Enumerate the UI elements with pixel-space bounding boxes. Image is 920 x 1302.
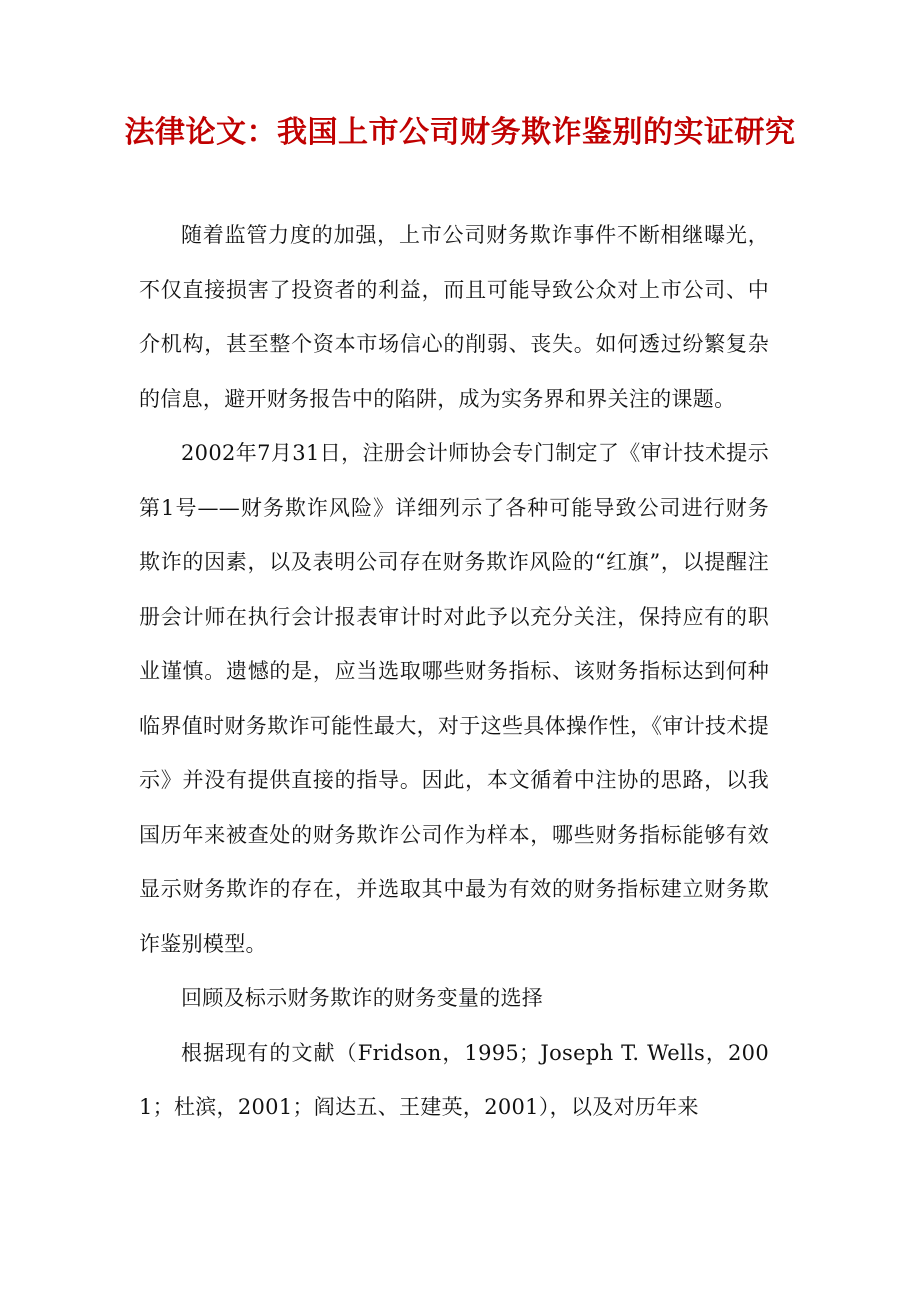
document-title: 法律论文：我国上市公司财务欺诈鉴别的实证研究 (124, 115, 796, 150)
paragraph-intro: 随着监管力度的加强，上市公司财务欺诈事件不断相继曝光，不仅直接损害了投资者的利益，而且可能导致公众对上市公司、中介机构，甚至整个资本市场信心的削弱、丧失。如何透过纷繁复杂的信息，避开财务报告中的陷阱，成为实务界和界关注的课题。 (139, 223, 769, 411)
document-body (139, 208, 769, 1135)
paragraph-audit-tip: 2002年7月31日，注册会计师协会专门制定了《审计技术提示第1号——财务欺诈风险》详细列示了各种可能导致公司进行财务欺诈的因素，以及表明公司存在财务欺诈风险的“红旗”，以提醒注册会计师在执行会计报表审计时对此予以充分关注，保持应有的职业谨慎。遗憾的是，应当选取哪些财务指标、该财务指标达到何种临界值时财务欺诈可能性最大，对于这些具体操作性，《审计技术提示》并没有提供直接的指导。因此，本文循着中注协的思路，以我国历年来被查处的财务欺诈公司作为样本，哪些财务指标能够有效显示财务欺诈的存在，并选取其中最为有效的财务指标建立财务欺诈鉴别模型。 (139, 441, 769, 956)
paragraph-literature: 根据现有的文献（Fridson，1995；Joseph T. Wells，2001；杜滨，2001；阎达五、王建英，2001），以及对历年来 (139, 1040, 769, 1119)
section-heading: 回顾及标示财务欺诈的财务变量的选择 (181, 986, 544, 1010)
